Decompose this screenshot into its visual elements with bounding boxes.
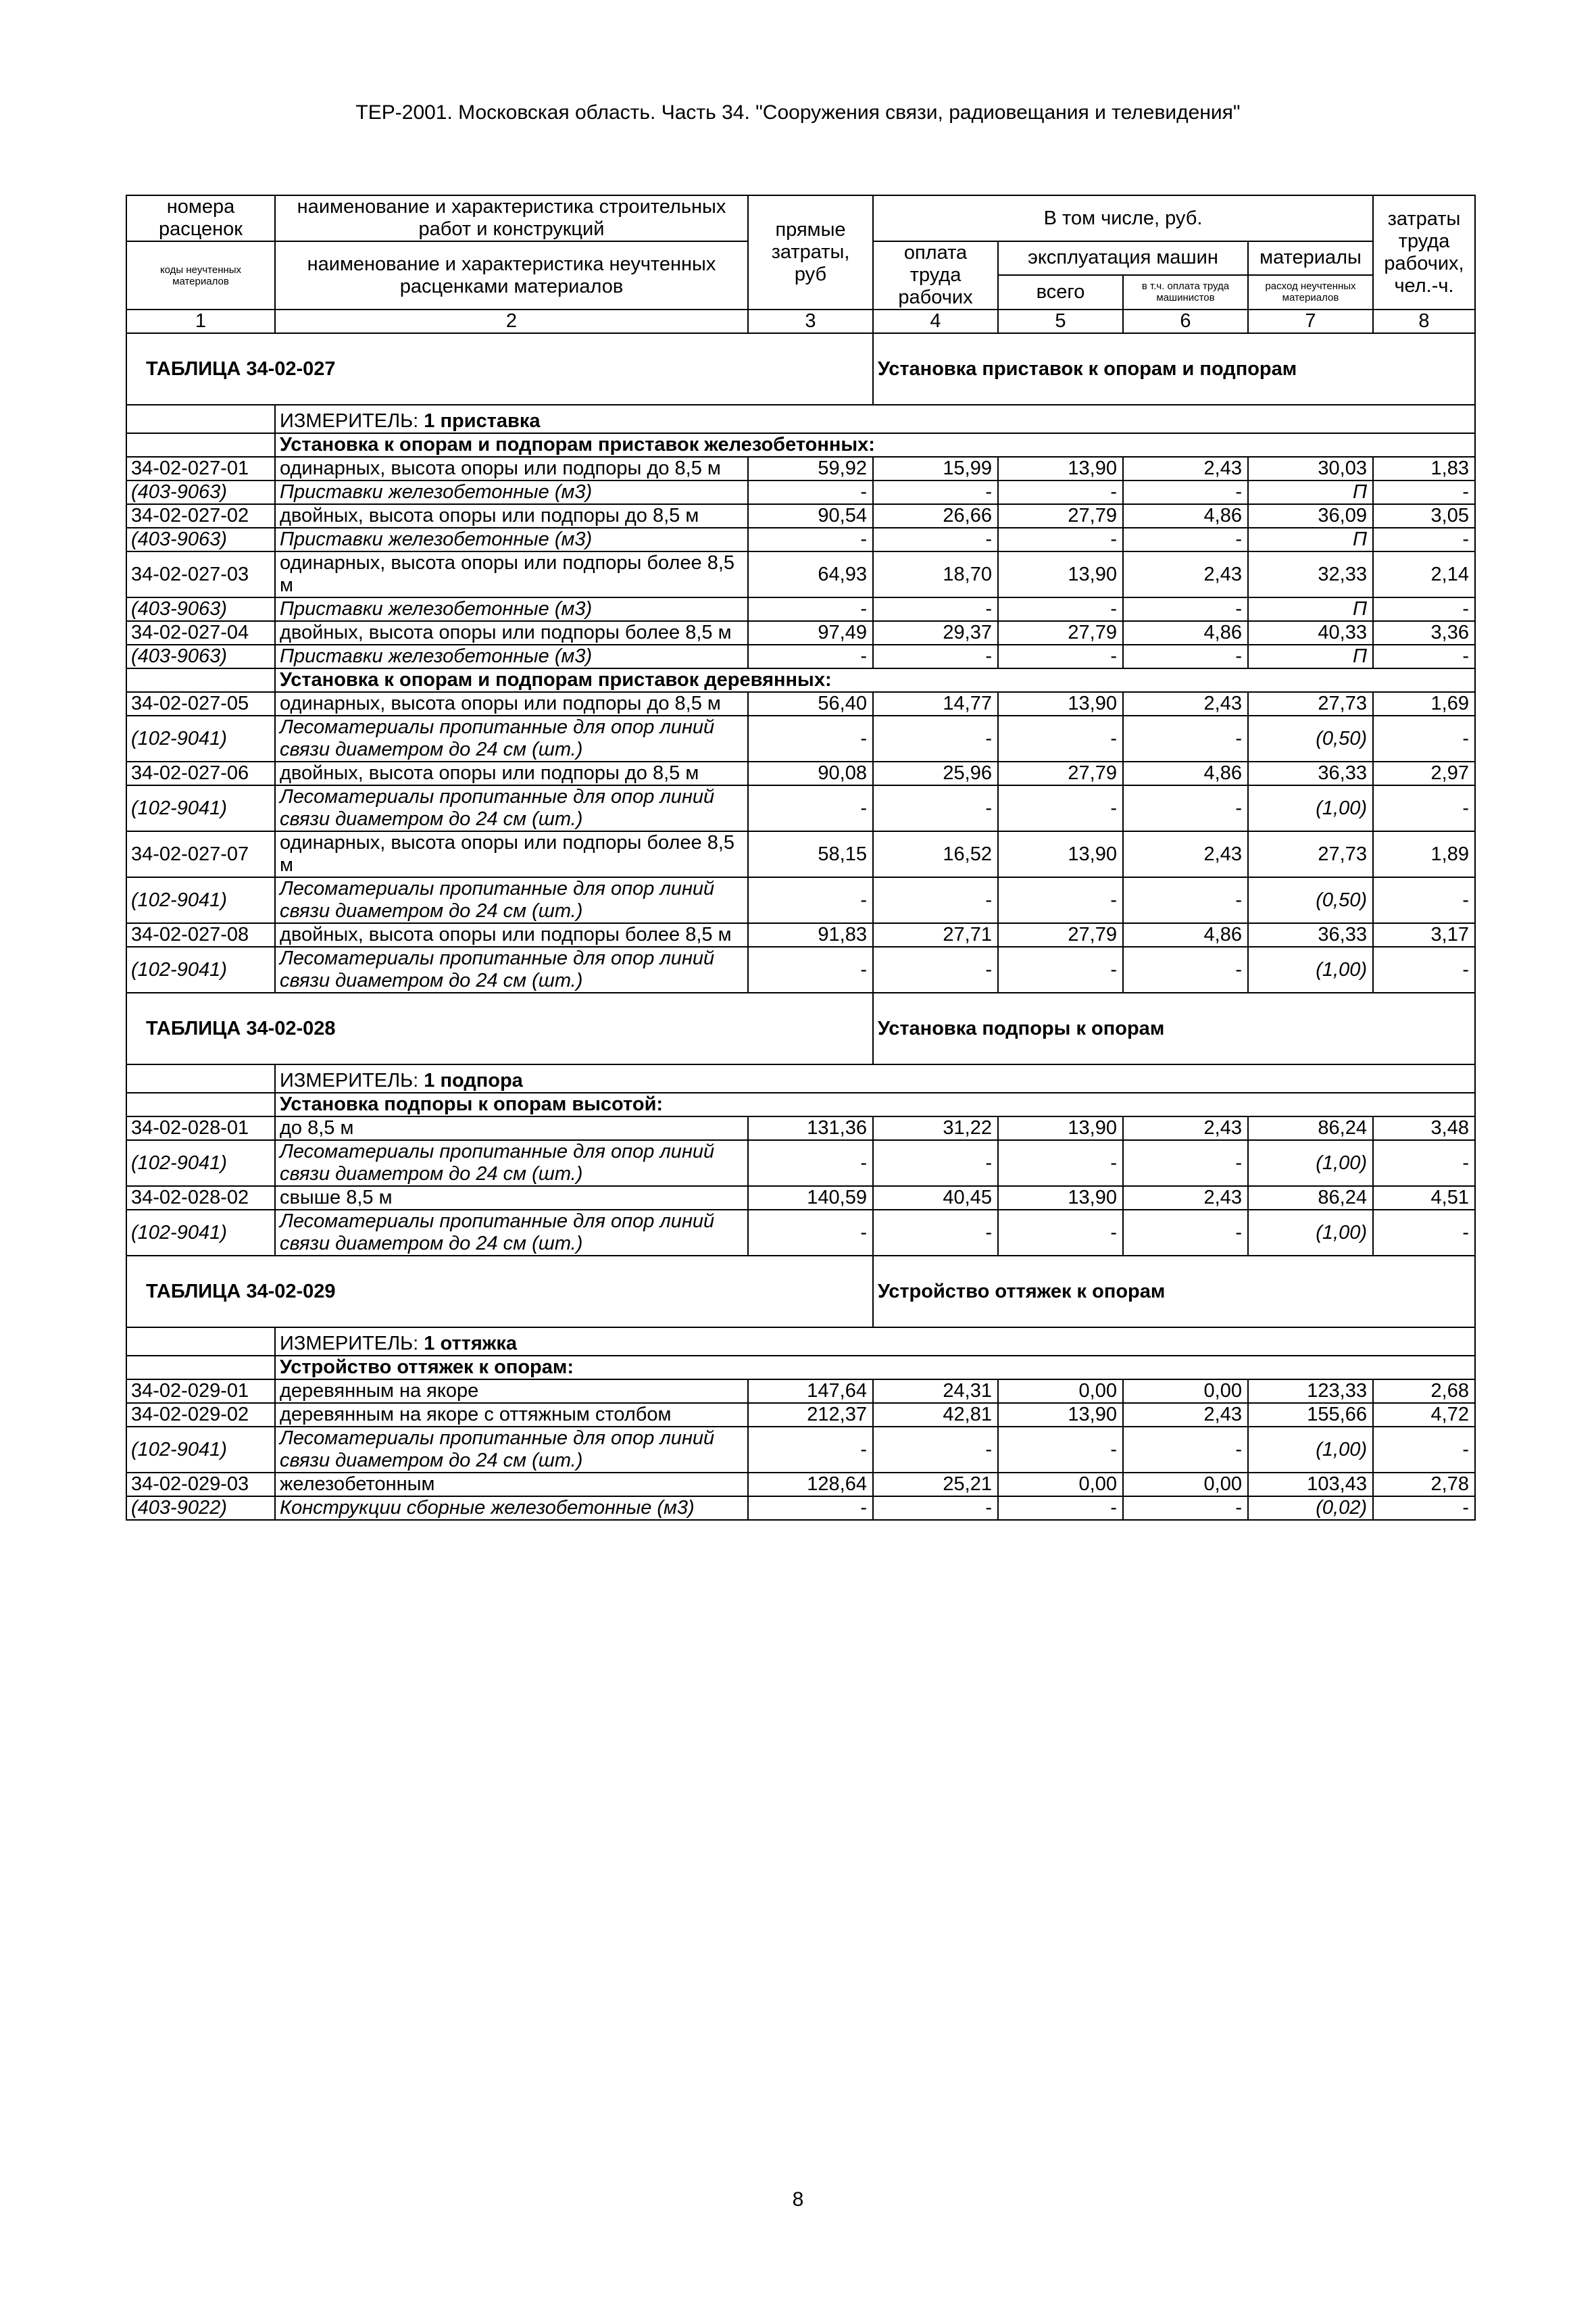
measure-spacer bbox=[126, 405, 275, 433]
rate-value: 147,64 bbox=[748, 1379, 873, 1403]
rate-name: деревянным на якоре с оттяжным столбом bbox=[275, 1403, 748, 1427]
material-value: - bbox=[748, 1496, 873, 1520]
material-value: (1,00) bbox=[1248, 947, 1373, 993]
rate-value: 64,93 bbox=[748, 551, 873, 597]
rate-value: 27,71 bbox=[873, 923, 998, 947]
rate-value: 25,96 bbox=[873, 762, 998, 785]
rate-value: 4,86 bbox=[1123, 762, 1248, 785]
measure-label: ИЗМЕРИТЕЛЬ: bbox=[280, 1070, 419, 1091]
rate-value: 30,03 bbox=[1248, 457, 1373, 481]
material-value: - bbox=[1123, 1427, 1248, 1473]
measure-label: ИЗМЕРИТЕЛЬ: bbox=[280, 1333, 419, 1354]
col-number: 6 bbox=[1123, 310, 1248, 333]
material-code: (403-9063) bbox=[126, 528, 275, 551]
measure bbox=[275, 1064, 1475, 1093]
rate-value: 18,70 bbox=[873, 551, 998, 597]
rates-table bbox=[126, 195, 1476, 1521]
rate-value: 27,79 bbox=[998, 504, 1123, 528]
table-body bbox=[126, 333, 1475, 1520]
material-value: - bbox=[998, 877, 1123, 923]
included-header: В том числе, руб. bbox=[873, 195, 1373, 241]
material-value: (0,50) bbox=[1248, 716, 1373, 762]
material-name: Лесоматериалы пропитанные для опор линий связи диаметром до 24 см (шт.) bbox=[275, 1427, 748, 1473]
machines-header: эксплуатация машин bbox=[998, 241, 1248, 275]
rate-row bbox=[126, 1473, 1475, 1496]
rate-code: 34-02-027-06 bbox=[126, 762, 275, 785]
rate-name: одинарных, высота опоры или подпоры более 8,5 м bbox=[275, 551, 748, 597]
rate-code: 34-02-027-07 bbox=[126, 831, 275, 877]
material-code: (102-9041) bbox=[126, 1210, 275, 1256]
material-code: (102-9041) bbox=[126, 947, 275, 993]
rate-row bbox=[126, 692, 1475, 716]
rate-name: железобетонным bbox=[275, 1473, 748, 1496]
material-value: - bbox=[1123, 716, 1248, 762]
material-code: (403-9063) bbox=[126, 481, 275, 504]
material-value: - bbox=[748, 947, 873, 993]
rate-name: двойных, высота опоры или подпоры до 8,5 м bbox=[275, 504, 748, 528]
rate-value: 13,90 bbox=[998, 1186, 1123, 1210]
material-value: - bbox=[1373, 947, 1475, 993]
section-title-row bbox=[126, 1256, 1475, 1327]
material-row bbox=[126, 481, 1475, 504]
measure-row bbox=[126, 1327, 1475, 1356]
material-name: Лесоматериалы пропитанные для опор линий связи диаметром до 24 см (шт.) bbox=[275, 785, 748, 831]
rate-row bbox=[126, 831, 1475, 877]
page-header-title: ТЕР-2001. Московская область. Часть 34. "Сооружения связи, радиовещания и телевидения" bbox=[355, 101, 1241, 124]
material-row bbox=[126, 947, 1475, 993]
material-value: - bbox=[1373, 597, 1475, 621]
rate-row bbox=[126, 551, 1475, 597]
rate-value: 2,43 bbox=[1123, 1403, 1248, 1427]
material-row bbox=[126, 1210, 1475, 1256]
group-title-row bbox=[126, 668, 1475, 692]
group-title: Установка подпоры к опорам высотой: bbox=[275, 1093, 1475, 1116]
material-value: - bbox=[998, 1496, 1123, 1520]
material-value: - bbox=[748, 597, 873, 621]
rate-code: 34-02-029-01 bbox=[126, 1379, 275, 1403]
rate-code: 34-02-027-02 bbox=[126, 504, 275, 528]
material-code: (102-9041) bbox=[126, 785, 275, 831]
group-title-row bbox=[126, 1356, 1475, 1379]
rate-value: 212,37 bbox=[748, 1403, 873, 1427]
rate-value: 4,86 bbox=[1123, 504, 1248, 528]
col-number: 1 bbox=[126, 310, 275, 333]
rate-value: 2,43 bbox=[1123, 692, 1248, 716]
rate-row bbox=[126, 621, 1475, 645]
col-number: 8 bbox=[1373, 310, 1475, 333]
rate-value: 14,77 bbox=[873, 692, 998, 716]
col7-bottom-header: расход неучтенных материалов bbox=[1248, 275, 1373, 310]
material-value: - bbox=[1373, 528, 1475, 551]
material-row bbox=[126, 645, 1475, 668]
rate-code: 34-02-028-02 bbox=[126, 1186, 275, 1210]
rate-value: 3,05 bbox=[1373, 504, 1475, 528]
rate-value: 0,00 bbox=[998, 1473, 1123, 1496]
rate-value: 13,90 bbox=[998, 692, 1123, 716]
material-row bbox=[126, 1140, 1475, 1186]
material-code: (102-9041) bbox=[126, 1427, 275, 1473]
rate-value: 0,00 bbox=[998, 1379, 1123, 1403]
rate-value: 27,79 bbox=[998, 762, 1123, 785]
rate-value: 86,24 bbox=[1248, 1116, 1373, 1140]
rate-value: 2,43 bbox=[1123, 1186, 1248, 1210]
rate-row bbox=[126, 1186, 1475, 1210]
rate-value: 4,86 bbox=[1123, 621, 1248, 645]
group-title: Установка к опорам и подпорам приставок железобетонных: bbox=[275, 433, 1475, 457]
rate-value: 36,33 bbox=[1248, 762, 1373, 785]
rate-row bbox=[126, 923, 1475, 947]
material-value: (1,00) bbox=[1248, 1427, 1373, 1473]
material-value: (0,50) bbox=[1248, 877, 1373, 923]
table-header bbox=[126, 195, 1475, 333]
rate-value: 4,51 bbox=[1373, 1186, 1475, 1210]
material-value: - bbox=[998, 481, 1123, 504]
col-number: 2 bbox=[275, 310, 748, 333]
rate-row bbox=[126, 504, 1475, 528]
rate-value: 90,08 bbox=[748, 762, 873, 785]
rate-value: 13,90 bbox=[998, 551, 1123, 597]
rate-code: 34-02-027-08 bbox=[126, 923, 275, 947]
material-row bbox=[126, 528, 1475, 551]
rate-name: деревянным на якоре bbox=[275, 1379, 748, 1403]
rate-value: 2,43 bbox=[1123, 457, 1248, 481]
rate-value: 3,36 bbox=[1373, 621, 1475, 645]
group-title: Устройство оттяжек к опорам: bbox=[275, 1356, 1475, 1379]
material-code: (403-9063) bbox=[126, 645, 275, 668]
col1-top-header: номера расценок bbox=[126, 195, 275, 241]
col7-top-header: материалы bbox=[1248, 241, 1373, 275]
rate-value: 97,49 bbox=[748, 621, 873, 645]
measure-value: 1 приставка bbox=[424, 410, 541, 432]
rate-value: 2,97 bbox=[1373, 762, 1475, 785]
col-number: 7 bbox=[1248, 310, 1373, 333]
material-value: - bbox=[748, 877, 873, 923]
material-name: Приставки железобетонные (м3) bbox=[275, 645, 748, 668]
material-name: Конструкции сборные железобетонные (м3) bbox=[275, 1496, 748, 1520]
group-title-spacer bbox=[126, 1356, 275, 1379]
material-value: - bbox=[1123, 528, 1248, 551]
col2-bottom-header: наименование и характеристика неучтенных расценками материалов bbox=[275, 241, 748, 310]
col3-header: прямые затраты, руб bbox=[748, 195, 873, 310]
rate-value: 27,79 bbox=[998, 923, 1123, 947]
group-title-spacer bbox=[126, 433, 275, 457]
col8-header: затраты труда рабочих, чел.-ч. bbox=[1373, 195, 1475, 310]
rate-value: 131,36 bbox=[748, 1116, 873, 1140]
material-name: Лесоматериалы пропитанные для опор линий связи диаметром до 24 см (шт.) bbox=[275, 716, 748, 762]
rate-name: свыше 8,5 м bbox=[275, 1186, 748, 1210]
material-value: (1,00) bbox=[1248, 785, 1373, 831]
material-value: - bbox=[873, 597, 998, 621]
material-value: - bbox=[1123, 877, 1248, 923]
rate-value: 58,15 bbox=[748, 831, 873, 877]
measure-value: 1 оттяжка bbox=[424, 1333, 518, 1354]
rate-value: 29,37 bbox=[873, 621, 998, 645]
material-value: - bbox=[1123, 947, 1248, 993]
rate-value: 91,83 bbox=[748, 923, 873, 947]
rate-value: 59,92 bbox=[748, 457, 873, 481]
material-value: - bbox=[1123, 1140, 1248, 1186]
rate-value: 36,09 bbox=[1248, 504, 1373, 528]
rate-code: 34-02-027-03 bbox=[126, 551, 275, 597]
material-code: (102-9041) bbox=[126, 1140, 275, 1186]
rate-value: 3,48 bbox=[1373, 1116, 1475, 1140]
rate-code: 34-02-027-05 bbox=[126, 692, 275, 716]
table-name: Установка подпоры к опорам bbox=[873, 993, 1475, 1064]
material-row bbox=[126, 785, 1475, 831]
material-row bbox=[126, 1427, 1475, 1473]
rate-row bbox=[126, 1116, 1475, 1140]
rate-value: 26,66 bbox=[873, 504, 998, 528]
section-title-row bbox=[126, 333, 1475, 405]
material-name: Приставки железобетонные (м3) bbox=[275, 528, 748, 551]
rate-name: двойных, высота опоры или подпоры более 8,5 м bbox=[275, 923, 748, 947]
rate-code: 34-02-028-01 bbox=[126, 1116, 275, 1140]
material-name: Лесоматериалы пропитанные для опор линий связи диаметром до 24 см (шт.) bbox=[275, 1140, 748, 1186]
rate-value: 155,66 bbox=[1248, 1403, 1373, 1427]
rate-row bbox=[126, 457, 1475, 481]
material-row bbox=[126, 597, 1475, 621]
rate-value: 56,40 bbox=[748, 692, 873, 716]
material-code: (102-9041) bbox=[126, 877, 275, 923]
rate-code: 34-02-027-04 bbox=[126, 621, 275, 645]
material-value: (1,00) bbox=[1248, 1140, 1373, 1186]
measure-row bbox=[126, 405, 1475, 433]
group-title-row bbox=[126, 1093, 1475, 1116]
material-value: - bbox=[748, 1140, 873, 1186]
measure-label: ИЗМЕРИТЕЛЬ: bbox=[280, 410, 419, 432]
material-value: - bbox=[748, 785, 873, 831]
col1-bottom-header: коды неучтенных материалов bbox=[126, 241, 275, 310]
material-value: - bbox=[1373, 645, 1475, 668]
group-title-spacer bbox=[126, 1093, 275, 1116]
rate-name: одинарных, высота опоры или подпоры до 8,5 м bbox=[275, 692, 748, 716]
material-value: - bbox=[1373, 785, 1475, 831]
material-value: - bbox=[873, 877, 998, 923]
material-code: (403-9063) bbox=[126, 597, 275, 621]
material-value: - bbox=[873, 645, 998, 668]
material-value: - bbox=[1123, 1210, 1248, 1256]
material-value: - bbox=[748, 645, 873, 668]
material-value: - bbox=[1373, 1427, 1475, 1473]
material-name: Приставки железобетонные (м3) bbox=[275, 597, 748, 621]
rate-value: 27,73 bbox=[1248, 692, 1373, 716]
measure-row bbox=[126, 1064, 1475, 1093]
page-number: 8 bbox=[792, 2188, 804, 2211]
column-numbers-row bbox=[126, 310, 1475, 333]
measure-spacer bbox=[126, 1064, 275, 1093]
rate-value: 16,52 bbox=[873, 831, 998, 877]
rate-value: 25,21 bbox=[873, 1473, 998, 1496]
measure-value: 1 подпора bbox=[424, 1070, 523, 1091]
group-title-row bbox=[126, 433, 1475, 457]
material-value: - bbox=[1373, 1210, 1475, 1256]
material-value: П bbox=[1248, 528, 1373, 551]
rate-value: 27,73 bbox=[1248, 831, 1373, 877]
material-value: - bbox=[873, 716, 998, 762]
rate-value: 0,00 bbox=[1123, 1473, 1248, 1496]
material-value: - bbox=[998, 528, 1123, 551]
material-value: - bbox=[1123, 597, 1248, 621]
material-value: - bbox=[873, 785, 998, 831]
material-value: - bbox=[1123, 645, 1248, 668]
group-title: Установка к опорам и подпорам приставок деревянных: bbox=[275, 668, 1475, 692]
rate-name: одинарных, высота опоры или подпоры более 8,5 м bbox=[275, 831, 748, 877]
material-code: (403-9022) bbox=[126, 1496, 275, 1520]
col4-header: оплата труда рабочих bbox=[873, 241, 998, 310]
rate-name: одинарных, высота опоры или подпоры до 8,5 м bbox=[275, 457, 748, 481]
material-name: Лесоматериалы пропитанные для опор линий связи диаметром до 24 см (шт.) bbox=[275, 1210, 748, 1256]
rate-value: 90,54 bbox=[748, 504, 873, 528]
material-value: - bbox=[873, 1427, 998, 1473]
rate-value: 3,17 bbox=[1373, 923, 1475, 947]
material-value: - bbox=[748, 1427, 873, 1473]
material-row bbox=[126, 716, 1475, 762]
material-value: - bbox=[1373, 716, 1475, 762]
rate-row bbox=[126, 1379, 1475, 1403]
rate-value: 123,33 bbox=[1248, 1379, 1373, 1403]
rate-value: 36,33 bbox=[1248, 923, 1373, 947]
group-title-spacer bbox=[126, 668, 275, 692]
rate-value: 2,68 bbox=[1373, 1379, 1475, 1403]
measure-spacer bbox=[126, 1327, 275, 1356]
col-number: 4 bbox=[873, 310, 998, 333]
material-value: - bbox=[1373, 877, 1475, 923]
material-value: П bbox=[1248, 597, 1373, 621]
rate-value: 24,31 bbox=[873, 1379, 998, 1403]
rate-value: 40,33 bbox=[1248, 621, 1373, 645]
material-name: Приставки железобетонные (м3) bbox=[275, 481, 748, 504]
col-number: 3 bbox=[748, 310, 873, 333]
rate-value: 128,64 bbox=[748, 1473, 873, 1496]
col5-header: всего bbox=[998, 275, 1123, 310]
col2-top-header: наименование и характеристика строительных работ и конструкций bbox=[275, 195, 748, 241]
material-row bbox=[126, 1496, 1475, 1520]
rate-value: 1,83 bbox=[1373, 457, 1475, 481]
rate-value: 13,90 bbox=[998, 457, 1123, 481]
rate-value: 13,90 bbox=[998, 831, 1123, 877]
material-value: - bbox=[748, 1210, 873, 1256]
rate-value: 0,00 bbox=[1123, 1379, 1248, 1403]
material-value: П bbox=[1248, 481, 1373, 504]
material-value: - bbox=[998, 645, 1123, 668]
material-value: - bbox=[998, 597, 1123, 621]
rate-code: 34-02-029-02 bbox=[126, 1403, 275, 1427]
rate-value: 2,43 bbox=[1123, 831, 1248, 877]
table-name: Устройство оттяжек к опорам bbox=[873, 1256, 1475, 1327]
rate-value: 32,33 bbox=[1248, 551, 1373, 597]
rate-value: 13,90 bbox=[998, 1116, 1123, 1140]
rate-value: 4,86 bbox=[1123, 923, 1248, 947]
rate-name: двойных, высота опоры или подпоры более 8,5 м bbox=[275, 621, 748, 645]
material-value: - bbox=[748, 481, 873, 504]
rate-value: 1,69 bbox=[1373, 692, 1475, 716]
rate-value: 13,90 bbox=[998, 1403, 1123, 1427]
material-value: - bbox=[998, 785, 1123, 831]
material-value: - bbox=[873, 481, 998, 504]
material-name: Лесоматериалы пропитанные для опор линий связи диаметром до 24 см (шт.) bbox=[275, 877, 748, 923]
material-row bbox=[126, 877, 1475, 923]
rate-value: 27,79 bbox=[998, 621, 1123, 645]
rate-row bbox=[126, 1403, 1475, 1427]
col6-header: в т.ч. оплата труда машинистов bbox=[1123, 275, 1248, 310]
material-value: П bbox=[1248, 645, 1373, 668]
material-name: Лесоматериалы пропитанные для опор линий связи диаметром до 24 см (шт.) bbox=[275, 947, 748, 993]
rate-name: двойных, высота опоры или подпоры до 8,5 м bbox=[275, 762, 748, 785]
rate-value: 2,43 bbox=[1123, 1116, 1248, 1140]
material-value: - bbox=[873, 947, 998, 993]
rate-value: 2,14 bbox=[1373, 551, 1475, 597]
material-value: - bbox=[998, 947, 1123, 993]
material-code: (102-9041) bbox=[126, 716, 275, 762]
rate-value: 140,59 bbox=[748, 1186, 873, 1210]
material-value: - bbox=[873, 528, 998, 551]
section-title-row bbox=[126, 993, 1475, 1064]
material-value: - bbox=[1373, 1140, 1475, 1186]
material-value: - bbox=[748, 528, 873, 551]
material-value: - bbox=[873, 1140, 998, 1186]
material-value: - bbox=[873, 1210, 998, 1256]
material-value: (0,02) bbox=[1248, 1496, 1373, 1520]
material-value: (1,00) bbox=[1248, 1210, 1373, 1256]
material-value: - bbox=[1123, 1496, 1248, 1520]
rate-value: 42,81 bbox=[873, 1403, 998, 1427]
col-number: 5 bbox=[998, 310, 1123, 333]
material-value: - bbox=[873, 1496, 998, 1520]
rate-value: 86,24 bbox=[1248, 1186, 1373, 1210]
rate-row bbox=[126, 762, 1475, 785]
material-value: - bbox=[1123, 481, 1248, 504]
material-value: - bbox=[998, 1427, 1123, 1473]
material-value: - bbox=[998, 1210, 1123, 1256]
measure bbox=[275, 1327, 1475, 1356]
rate-value: 103,43 bbox=[1248, 1473, 1373, 1496]
rate-name: до 8,5 м bbox=[275, 1116, 748, 1140]
material-value: - bbox=[998, 1140, 1123, 1186]
rate-value: 31,22 bbox=[873, 1116, 998, 1140]
material-value: - bbox=[1373, 1496, 1475, 1520]
rate-value: 15,99 bbox=[873, 457, 998, 481]
table-number: ТАБЛИЦА 34-02-028 bbox=[126, 993, 873, 1064]
rate-code: 34-02-029-03 bbox=[126, 1473, 275, 1496]
rate-value: 2,43 bbox=[1123, 551, 1248, 597]
material-value: - bbox=[1123, 785, 1248, 831]
material-value: - bbox=[998, 716, 1123, 762]
rate-value: 4,72 bbox=[1373, 1403, 1475, 1427]
measure bbox=[275, 405, 1475, 433]
rate-value: 40,45 bbox=[873, 1186, 998, 1210]
rate-value: 1,89 bbox=[1373, 831, 1475, 877]
table-number: ТАБЛИЦА 34-02-027 bbox=[126, 333, 873, 405]
rate-value: 2,78 bbox=[1373, 1473, 1475, 1496]
table-name: Установка приставок к опорам и подпорам bbox=[873, 333, 1475, 405]
rate-code: 34-02-027-01 bbox=[126, 457, 275, 481]
table-number: ТАБЛИЦА 34-02-029 bbox=[126, 1256, 873, 1327]
material-value: - bbox=[748, 716, 873, 762]
material-value: - bbox=[1373, 481, 1475, 504]
